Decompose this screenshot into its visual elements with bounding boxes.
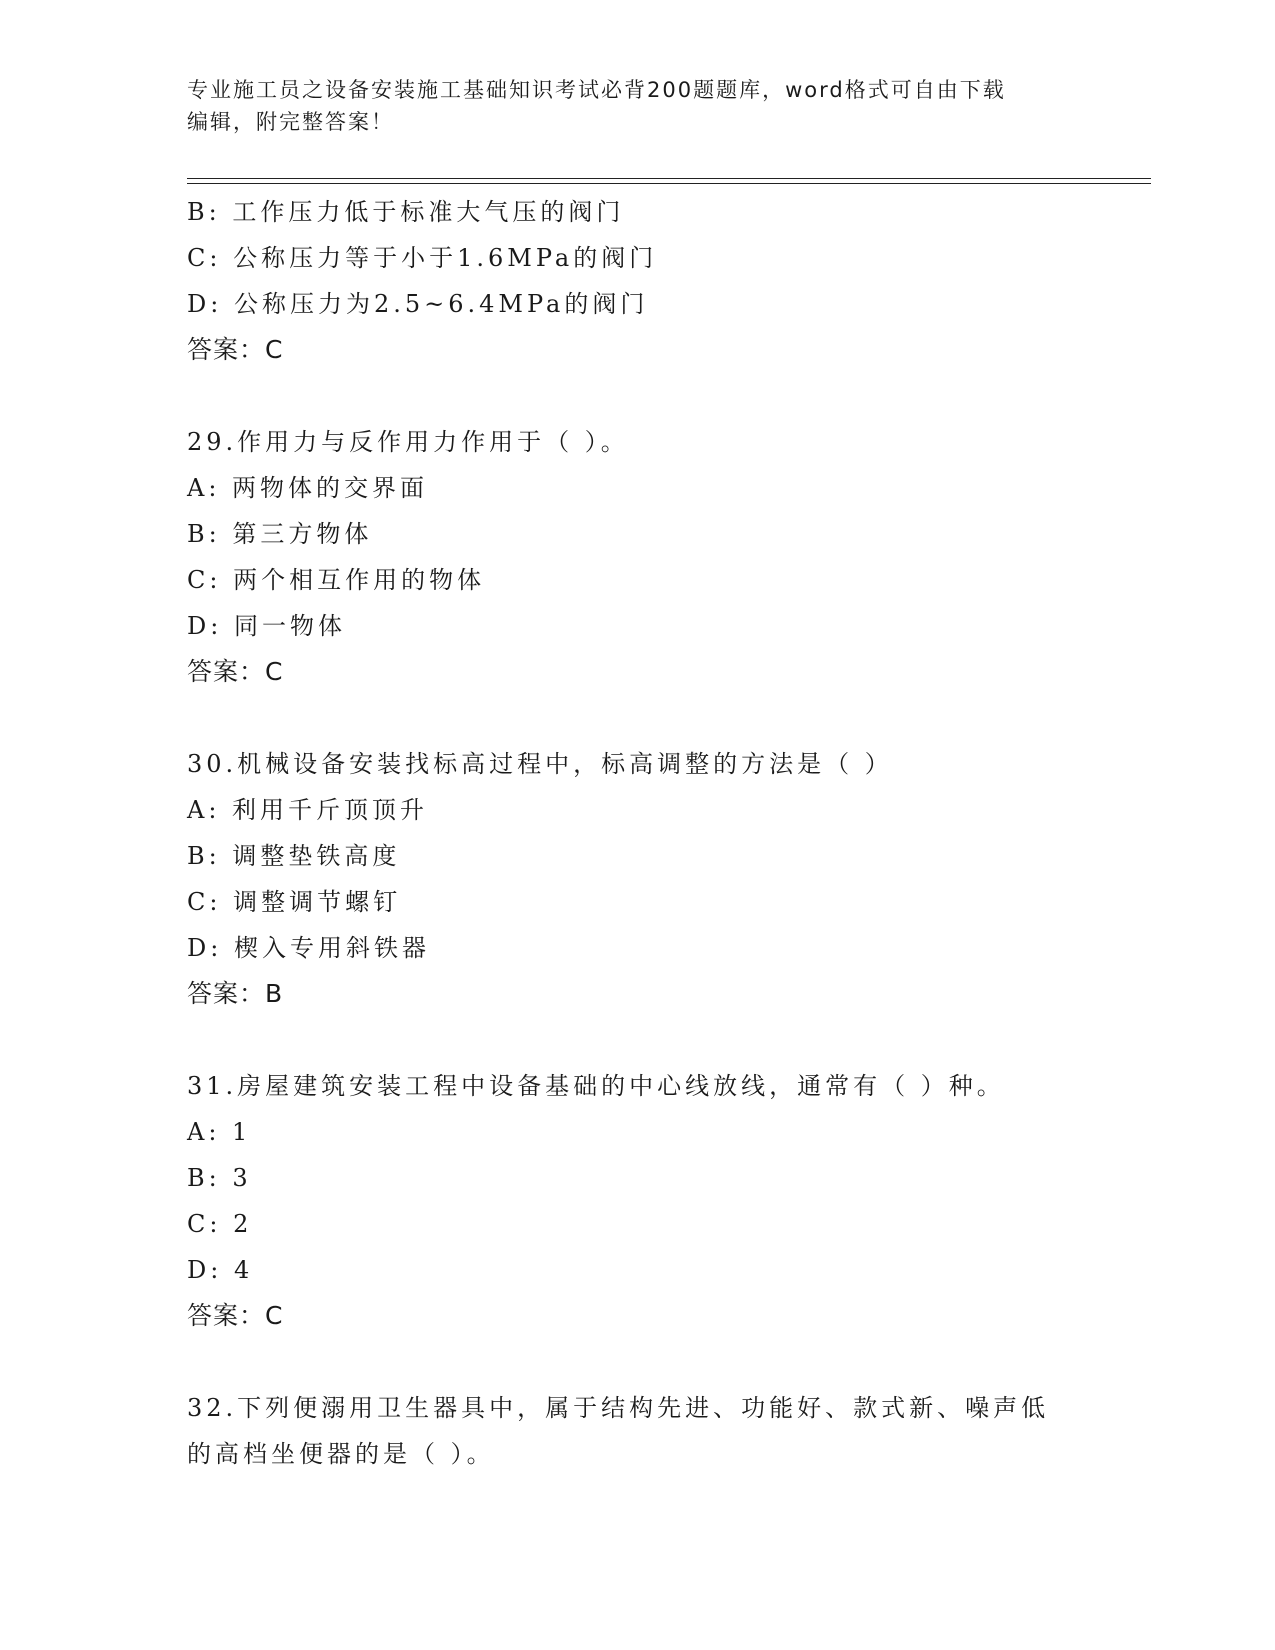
spacer bbox=[187, 1339, 1087, 1385]
option-b: B: 3 bbox=[187, 1164, 252, 1192]
option-c: C: 调整调节螺钉 bbox=[187, 888, 402, 916]
answer-line: 答案：C bbox=[187, 1301, 284, 1330]
option-d: D: 4 bbox=[187, 1256, 254, 1284]
question-31 bbox=[187, 1063, 1087, 1339]
question-32 bbox=[187, 1385, 1087, 1477]
option-b: B: 工作压力低于标准大气压的阀门 bbox=[187, 198, 625, 226]
option-a: A: 1 bbox=[187, 1118, 252, 1146]
option-c: C: 两个相互作用的物体 bbox=[187, 566, 486, 594]
question-stem: 31.房屋建筑安装工程中设备基础的中心线放线，通常有（ ）种。 bbox=[187, 1072, 1005, 1100]
option-c: C: 公称压力等于小于1.6MPa的阀门 bbox=[187, 244, 658, 272]
header-title-line-2: 编辑，附完整答案！ bbox=[187, 110, 394, 134]
question-30 bbox=[187, 741, 1087, 1017]
option-c: C: 2 bbox=[187, 1210, 253, 1238]
question-stem-line-2: 的高档坐便器的是（ ）。 bbox=[187, 1440, 495, 1468]
question-stem: 29.作用力与反作用力作用于（ ）。 bbox=[187, 428, 629, 456]
spacer bbox=[187, 695, 1087, 741]
question-29 bbox=[187, 419, 1087, 695]
document-header bbox=[187, 74, 1067, 138]
question-stem: 30.机械设备安装找标高过程中，标高调整的方法是（ ） bbox=[187, 750, 893, 778]
option-d: D: 楔入专用斜铁器 bbox=[187, 934, 430, 962]
option-d: D: 同一物体 bbox=[187, 612, 346, 640]
option-a: A: 两物体的交界面 bbox=[187, 474, 429, 502]
answer-line: 答案：B bbox=[187, 979, 284, 1008]
question-stem-line-1: 32.下列便溺用卫生器具中，属于结构先进、功能好、款式新、噪声低 bbox=[187, 1394, 1050, 1422]
answer-line: 答案：C bbox=[187, 335, 284, 364]
spacer bbox=[187, 1017, 1087, 1063]
spacer bbox=[187, 373, 1087, 419]
answer-line: 答案：C bbox=[187, 657, 284, 686]
option-b: B: 第三方物体 bbox=[187, 520, 373, 548]
option-a: A: 利用千斤顶顶升 bbox=[187, 796, 429, 824]
option-d: D: 公称压力为2.5~6.4MPa的阀门 bbox=[187, 290, 649, 318]
header-rule-bottom bbox=[187, 183, 1151, 184]
header-rule-top bbox=[187, 178, 1151, 179]
option-b: B: 调整垫铁高度 bbox=[187, 842, 401, 870]
question-content bbox=[187, 189, 1087, 1477]
header-title-line-1: 专业施工员之设备安装施工基础知识考试必背200题题库，word格式可自由下载 bbox=[187, 78, 1006, 102]
question-28-continued bbox=[187, 189, 1087, 373]
